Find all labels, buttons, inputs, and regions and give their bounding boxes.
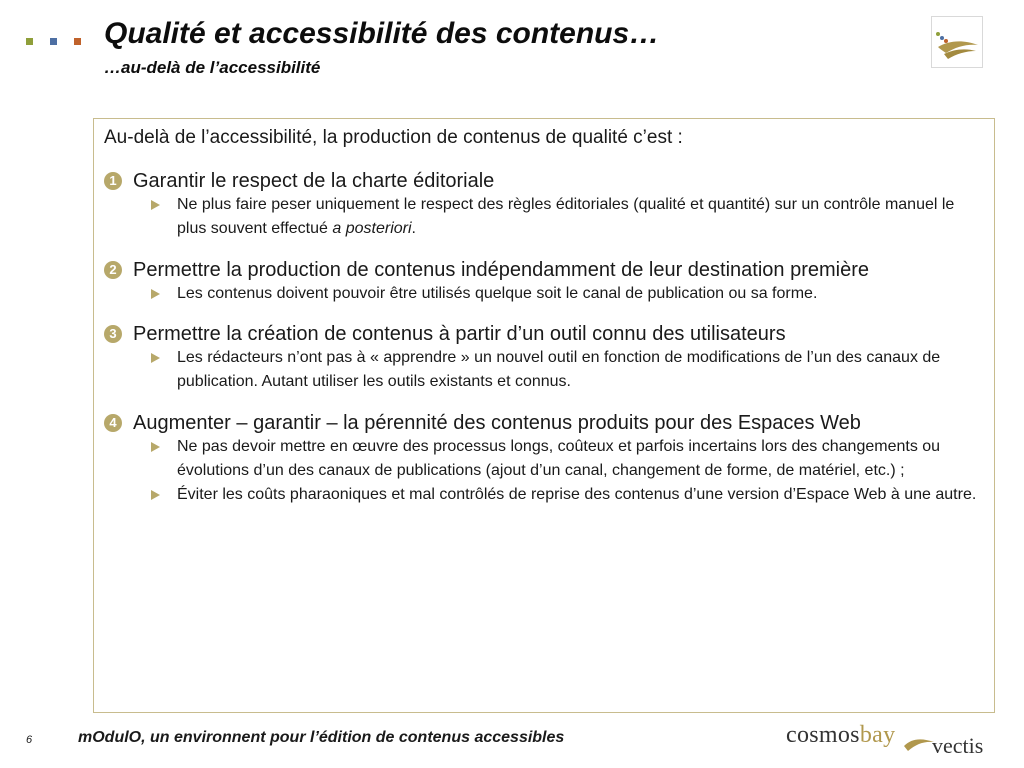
brand-bay-text: bay [859, 722, 896, 748]
swoosh-icon [904, 736, 934, 752]
triangle-bullet-icon [151, 200, 160, 210]
bullet-item: Ne plus faire peser uniquement le respect des règles éditoriales (qualité et quantité) sur un contrôle manuel le plus souvent effectué a posteriori. [177, 193, 987, 241]
slide-subtitle: …au-delà de l’accessibilité [104, 58, 321, 77]
point-3 [104, 322, 987, 394]
page-number: 6 [26, 734, 33, 746]
brand-cosmos-text: cosmos [786, 722, 860, 748]
number-2-icon: 2 [104, 261, 122, 279]
number-3-icon: 3 [104, 325, 122, 343]
bullet-item: Les rédacteurs n’ont pas à « apprendre » un nouvel outil en fonction de modifications de l’un des canaux de publication. Autant utiliser les outils existants et connus. [177, 346, 987, 394]
point-1 [104, 169, 987, 241]
point-4 [104, 411, 987, 507]
decor-square-blue [50, 38, 57, 45]
bullet-item: Ne pas devoir mettre en œuvre des processus longs, coûteux et parfois incertains lors des changements ou évolutions d’un des canaux de publications (ajout d’un canal, changement de forme, de matériel, etc.) ; [177, 435, 987, 483]
decor-square-orange [74, 38, 81, 45]
content-box [93, 118, 995, 713]
point-heading: Permettre la création de contenus à partir d’un outil connu des utilisateurs [133, 322, 786, 345]
bullet-item: Les contenus doivent pouvoir être utilisés quelque soit le canal de publication ou sa forme. [177, 282, 987, 306]
point-heading: Permettre la production de contenus indépendamment de leur destination première [133, 258, 869, 281]
bullet-item: Éviter les coûts pharaoniques et mal contrôlés de reprise des contenus d’une version d’Espace Web à une autre. [177, 483, 987, 507]
triangle-bullet-icon [151, 490, 160, 500]
triangle-bullet-icon [151, 442, 160, 452]
point-heading: Garantir le respect de la charte éditoriale [133, 169, 495, 192]
intro-text: Au-delà de l’accessibilité, la production de contenus de qualité c’est : [104, 127, 683, 148]
decor-square-green [26, 38, 33, 45]
slide-title: Qualité et accessibilité des contenus… [104, 17, 660, 50]
number-4-icon: 4 [104, 414, 122, 432]
triangle-bullet-icon [151, 289, 160, 299]
brand-vectis-text: vectis [932, 733, 984, 758]
logo-icon [931, 16, 983, 68]
triangle-bullet-icon [151, 353, 160, 363]
footer-text: mOdulO, un environnent pour l’édition de contenus accessibles [78, 729, 565, 746]
point-heading: Augmenter – garantir – la pérennité des contenus produits pour des Espaces Web [133, 411, 861, 434]
number-1-icon: 1 [104, 172, 122, 190]
brand-logo [786, 720, 1000, 760]
point-2 [104, 258, 987, 306]
